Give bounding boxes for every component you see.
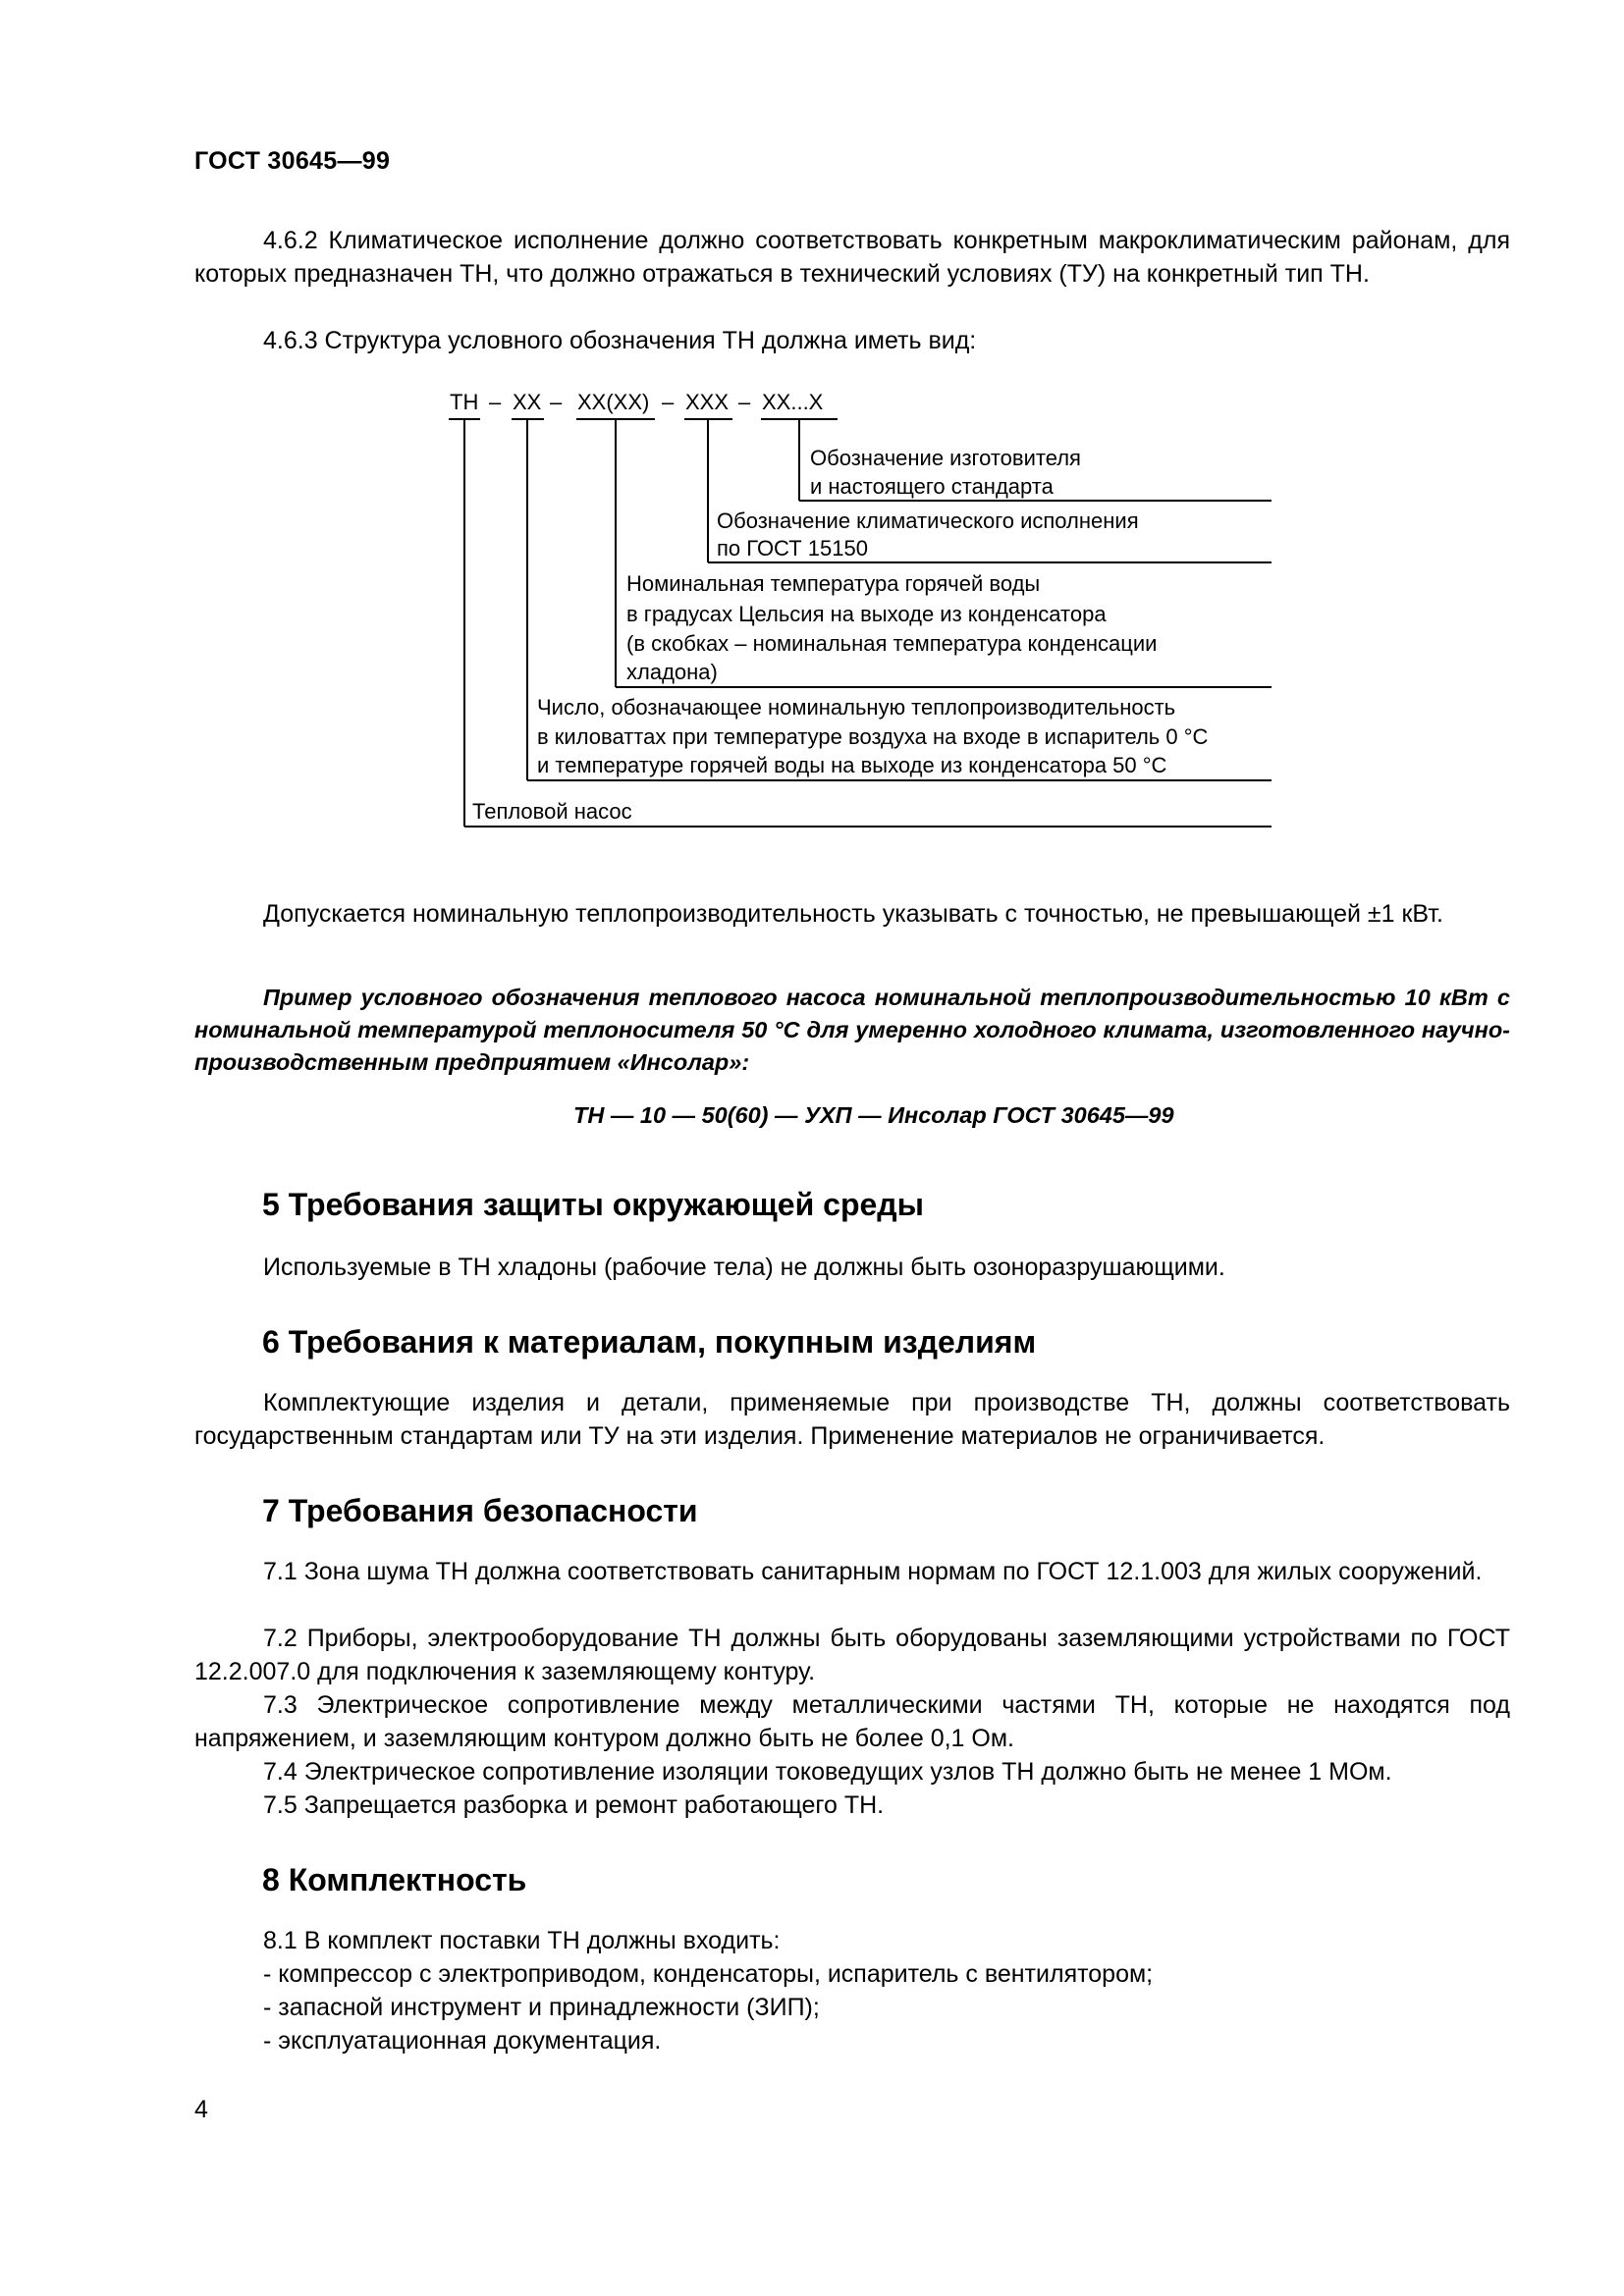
label-capacity-2: в киловаттах при температуре воздуха на входе в испаритель 0 °С bbox=[537, 724, 1209, 749]
section-7-heading: 7 Требования безопасности bbox=[262, 1493, 698, 1528]
code-dash-4: – bbox=[738, 390, 751, 414]
section-6-heading: 6 Требования к материалам, покупным изделиям bbox=[262, 1324, 1037, 1360]
code-xx: ХХ bbox=[513, 390, 542, 414]
list-item: - запасной инструмент и принадлежности (ЗИП); bbox=[263, 1994, 820, 2021]
paragraph-7-4: 7.4 Электрическое сопротивление изоляции токоведущих узлов ТН должно быть не менее 1 МОм. bbox=[263, 1758, 1392, 1786]
label-manufacturer-1: Обозначение изготовителя bbox=[810, 446, 1081, 470]
paragraph-7-5: 7.5 Запрещается разборка и ремонт работающего ТН. bbox=[263, 1791, 885, 1819]
code-dash-3: – bbox=[662, 390, 675, 414]
label-temperature-4: хладона) bbox=[626, 660, 718, 684]
label-temperature-2: в градусах Цельсия на выходе из конденсатора bbox=[626, 602, 1107, 626]
document-header: ГОСТ 30645—99 bbox=[194, 147, 391, 175]
label-climate-1: Обозначение климатического исполнения bbox=[717, 508, 1139, 533]
section-5-paragraph: Используемые в ТН хладоны (рабочие тела) не должны быть озоноразрушающими. bbox=[263, 1254, 1225, 1281]
label-temperature-1: Номинальная температура горячей воды bbox=[626, 571, 1041, 596]
section-6-paragraph: Комплектующие изделия и детали, применяемые при производстве ТН, должны соответствовать государственным стандартам или ТУ на эти изделия. Применение материалов не ограничивается. bbox=[194, 1389, 1510, 1450]
label-heat-pump: Тепловой насос bbox=[472, 799, 632, 824]
paragraph-8-1: 8.1 В комплект поставки ТН должны входить: bbox=[263, 1927, 781, 1954]
paragraph-4-6-3: 4.6.3 Структура условного обозначения ТН должна иметь вид: bbox=[263, 327, 977, 354]
label-temperature-3: (в скобках – номинальная температура конденсации bbox=[626, 631, 1158, 656]
label-capacity-3: и температуре горячей воды на выходе из конденсатора 50 °С bbox=[537, 753, 1167, 777]
code-dash-2: – bbox=[550, 390, 563, 414]
paragraph-7-2: 7.2 Приборы, электрооборудование ТН должны быть оборудованы заземляющими устройствами по ГОСТ 12.2.007.0 для подключения к заземляющему контуру. bbox=[194, 1625, 1510, 1685]
example-text: Пример условного обозначения теплового насоса номинальной теплопроизводительностью 10 кВт с номинальной температурой теплоносителя 50 °С для умеренно холодного климата, изготовленного научно-производственным предприятием «Инсолар»: bbox=[194, 985, 1510, 1075]
section-5-heading: 5 Требования защиты окружающей среды bbox=[262, 1187, 924, 1222]
example-designation: ТН — 10 — 50(60) — УХП — Инсолар ГОСТ 30645—99 bbox=[573, 1102, 1174, 1128]
section-8-heading: 8 Комплектность bbox=[262, 1862, 527, 1897]
label-climate-2: по ГОСТ 15150 bbox=[717, 536, 868, 561]
code-xxx: ХХХ bbox=[685, 390, 730, 414]
label-manufacturer-2: и настоящего стандарта bbox=[810, 474, 1054, 499]
page-number: 4 bbox=[194, 2096, 208, 2123]
list-item: - эксплуатационная документация. bbox=[263, 2027, 662, 2055]
code-th: ТН bbox=[450, 390, 479, 414]
code-dash-1: – bbox=[489, 390, 502, 414]
list-item: - компрессор с электроприводом, конденсаторы, испаритель с вентилятором; bbox=[263, 1960, 1154, 1988]
paragraph-7-1: 7.1 Зона шума ТН должна соответствовать санитарным нормам по ГОСТ 12.1.003 для жилых сооружений. bbox=[263, 1558, 1483, 1585]
code-xx-xx: ХХ(ХХ) bbox=[577, 390, 650, 414]
code-xx-dots: ХХ...Х bbox=[762, 390, 824, 414]
paragraph-7-3: 7.3 Электрическое сопротивление между металлическими частями ТН, которые не находятся под напряжением, и заземляющим контуром должно быть не более 0,1 Ом. bbox=[194, 1691, 1510, 1752]
designation-structure-diagram bbox=[0, 0, 1624, 883]
paragraph-4-6-2: 4.6.2 Климатическое исполнение должно соответствовать конкретным макроклиматическим районам, для которых предназначен ТН, что должно отражаться в технический условиях (ТУ) на конкретный тип ТН. bbox=[194, 227, 1510, 288]
label-capacity-1: Число, обозначающее номинальную теплопроизводительность bbox=[537, 695, 1176, 720]
paragraph-tolerance: Допускается номинальную теплопроизводительность указывать с точностью, не превышающей ±1 кВт. bbox=[263, 900, 1443, 928]
